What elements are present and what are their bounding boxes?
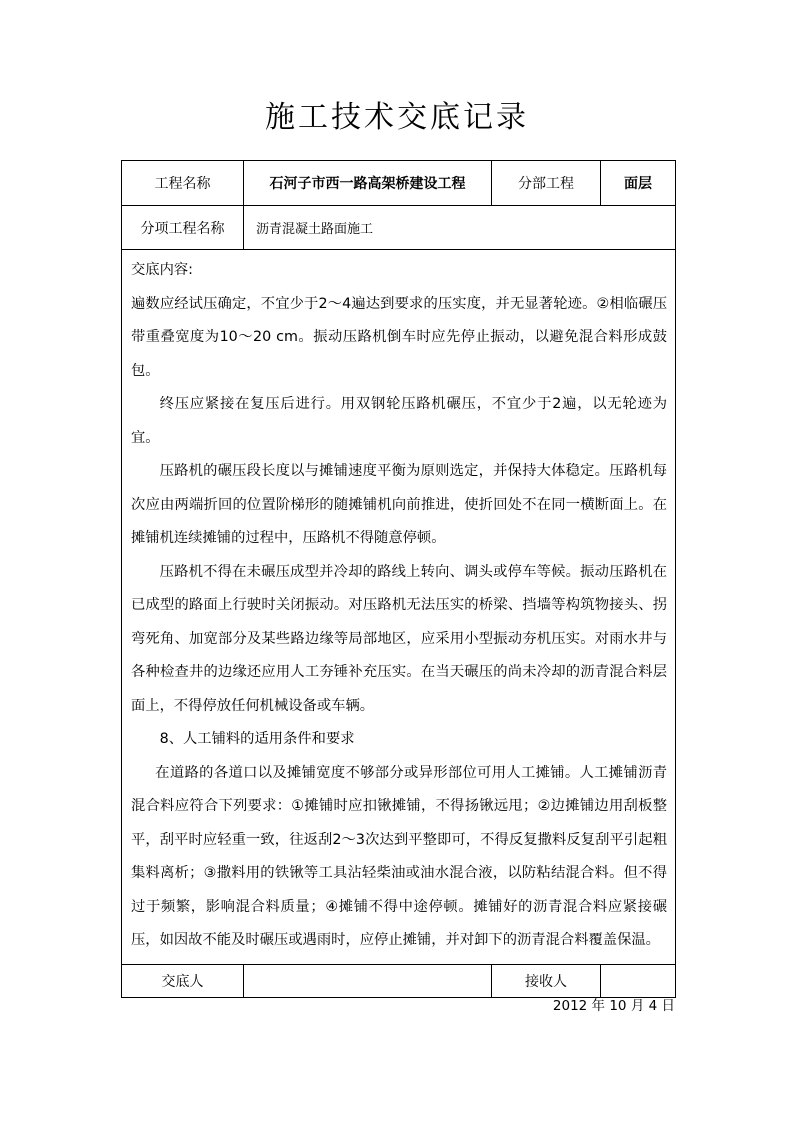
receiver-label: 接收人 (492, 964, 601, 997)
document-title: 施工技术交底记录 (265, 100, 529, 135)
content-label: 交底内容: (131, 262, 194, 278)
subitem-row (122, 206, 676, 250)
giver-label: 交底人 (122, 964, 244, 997)
project-name-label: 工程名称 (122, 161, 244, 206)
content-paragraph: 遍数应经试压确定，不宜少于2～4遍达到要求的压实度，并无显著轮迹。②相临碾压带重叠宽度为10～20 cm。振动压路机倒车时应先停止振动，以避免混合料形成鼓包。 (131, 295, 667, 379)
project-name-value: 石河子市西一路高架桥建设工程 (244, 161, 492, 206)
content-row (122, 250, 676, 965)
section-heading: 8、人工铺料的适用条件和要求 (159, 731, 355, 747)
content-paragraph: 在道路的各道口以及摊铺宽度不够部分或异形部位可用人工摊铺。人工摊铺沥青混合料应符合下列要求：①摊铺时应扣锹摊铺，不得扬锹远甩；②边摊铺边用刮板整平，刮平时应轻重一致，往返刮2～3次达到平整即可，不得反复撒料反复刮平引起粗集料离析；③撒料用的铁锹等工具沾轻柴油或油水混合液，以防粘结混合料。但不得过于频繁，影响混合料质量；④摊铺不得中途停顿。摊铺好的沥青混合料应紧接碾压，如因故不能及时碾压或遇雨时，应停止摊铺，并对卸下的沥青混合料覆盖保温。 (131, 764, 667, 948)
giver-value (244, 964, 492, 997)
division-label: 分部工程 (492, 161, 601, 206)
record-form (121, 160, 676, 998)
signature-row (122, 964, 676, 997)
content-cell (122, 250, 676, 965)
division-value: 面层 (601, 161, 676, 206)
project-row (122, 161, 676, 206)
record-date: 2012 年 10 月 4 日 (552, 998, 675, 1014)
content-paragraph: 终压应紧接在复压后进行。用双钢轮压路机碾压，不宜少于2遍，以无轮迹为宜。 (131, 396, 667, 446)
subitem-label: 分项工程名称 (122, 206, 244, 250)
content-paragraph: 压路机的碾压段长度以与摊铺速度平衡为原则选定，并保持大体稳定。压路机每次应由两端折回的位置阶梯形的随摊铺机向前推进，使折回处不在同一横断面上。在摊铺机连续摊铺的过程中，压路机不得随意停顿。 (131, 463, 667, 546)
content-paragraph: 压路机不得在未碾压成型并冷却的路线上转向、调头或停车等候。振动压路机在已成型的路面上行驶时关闭振动。对压路机无法压实的桥梁、挡墙等构筑物接头、拐弯死角、加宽部分及某些路边缘等局部地区，应采用小型振动夯机压实。对雨水井与各种检查井的边缘还应用人工夯锤补充压实。在当天碾压的尚未冷却的沥青混合料层面上，不得停放任何机械设备或车辆。 (131, 563, 667, 714)
receiver-value (601, 964, 676, 997)
subitem-value: 沥青混凝土路面施工 (244, 206, 676, 250)
